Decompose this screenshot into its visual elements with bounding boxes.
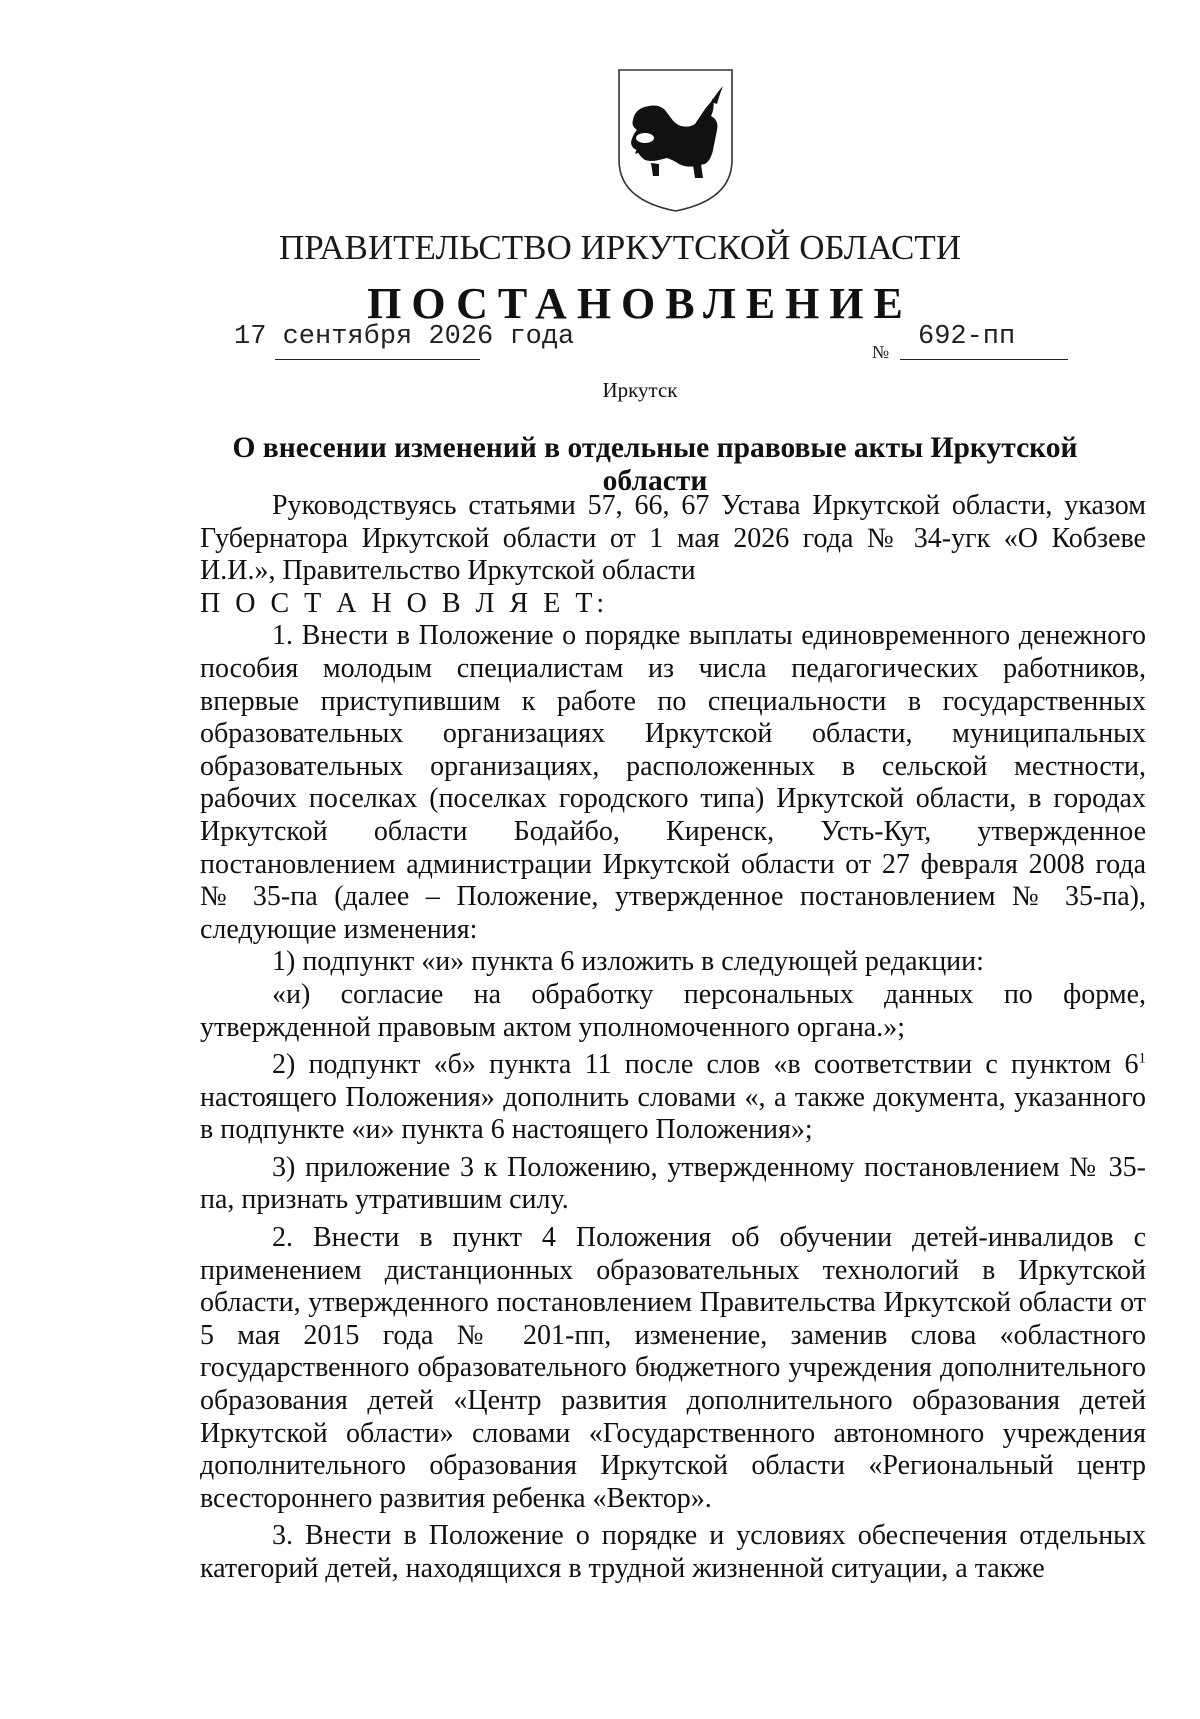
document-number: 692-пп bbox=[918, 322, 1016, 352]
item-1-paragraph: 1. Внести в Положение о порядке выплаты единовременного денежного пособия молодым специалистам из числа педагогических работников, впервые приступившим к работе по специальности в государственных образовательных организациях Иркутской области, муниципальных образовательных организациях, расположенных в сельской местности, рабочих поселках (поселках городского типа) Иркутской области, в городах Иркутской области Бодайбо, Киренск, Усть-Кут, утвержденное постановлением администрации Иркутской области от 27 февраля 2008 года № 35-па (далее – Положение, утвержденное постановлением № 35-па), следующие изменения: bbox=[200, 620, 1146, 945]
document-body bbox=[200, 490, 1146, 1586]
resolves-heading: П О С Т А Н О В Л Я Е Т: bbox=[200, 587, 609, 619]
item-2-paragraph: 2. Внести в пункт 4 Положения об обучении детей-инвалидов с применением дистанционных образовательных технологий в Иркутской области, утвержденного постановлением Правительства Иркутской области от 5 мая 2015 года № 201-пп, изменение, заменив слова «областного государственного образовательного бюджетного учреждения дополнительного образования детей «Центр развития дополнительного образования детей Иркутской области» словами «Государственного автономного учреждения дополнительного образования Иркутской области «Региональный центр всестороннего развития ребенка «Вектор». bbox=[200, 1222, 1146, 1514]
government-name: ПРАВИТЕЛЬСТВО ИРКУТСКОЙ ОБЛАСТИ bbox=[279, 228, 961, 267]
document-city: Иркутск bbox=[602, 378, 678, 402]
document-kind: ПОСТАНОВЛЕНИЕ bbox=[367, 279, 913, 328]
coat-of-arms-icon bbox=[615, 68, 736, 213]
preamble-paragraph: Руководствуясь статьями 57, 66, 67 Устава Иркутской области, указом Губернатора Иркутской области от 1 мая 2026 года № 34-угк «О Кобзеве И.И.», Правительство Иркутской области bbox=[200, 490, 1146, 587]
number-label: № bbox=[872, 342, 890, 362]
item-1-2-paragraph bbox=[200, 1049, 1146, 1147]
item-1-2-superscript: 1 bbox=[1138, 1050, 1146, 1067]
item-1-2-text-before: 2) подпункт «б» пункта 11 после слов «в соответствии с пунктом 6 bbox=[272, 1049, 1139, 1081]
item-1-1-paragraph: 1) подпункт «и» пункта 6 изложить в следующей редакции: bbox=[272, 946, 984, 978]
item-1-1-text-paragraph: «и) согласие на обработку персональных данных по форме, утвержденной правовым актом уполномоченного органа.»; bbox=[200, 978, 1146, 1043]
item-3-paragraph: 3. Внести в Положение о порядке и условиях обеспечения отдельных категорий детей, находящихся в трудной жизненной ситуации, а также bbox=[200, 1520, 1146, 1584]
item-1-3-paragraph: 3) приложение 3 к Положению, утвержденному постановлением № 35-па, признать утратившим силу. bbox=[200, 1151, 1146, 1216]
date-underline bbox=[275, 359, 480, 360]
item-1-2-text-after: настоящего Положения» дополнить словами «, а также документа, указанного в подпункте «и» пункта 6 настоящего Положения»; bbox=[200, 1081, 1146, 1146]
number-underline bbox=[900, 359, 1068, 360]
document-date: 17 сентября 2026 года bbox=[234, 322, 575, 352]
document-subject: О внесении изменений в отдельные правовые акты Иркутской области bbox=[232, 432, 1078, 497]
